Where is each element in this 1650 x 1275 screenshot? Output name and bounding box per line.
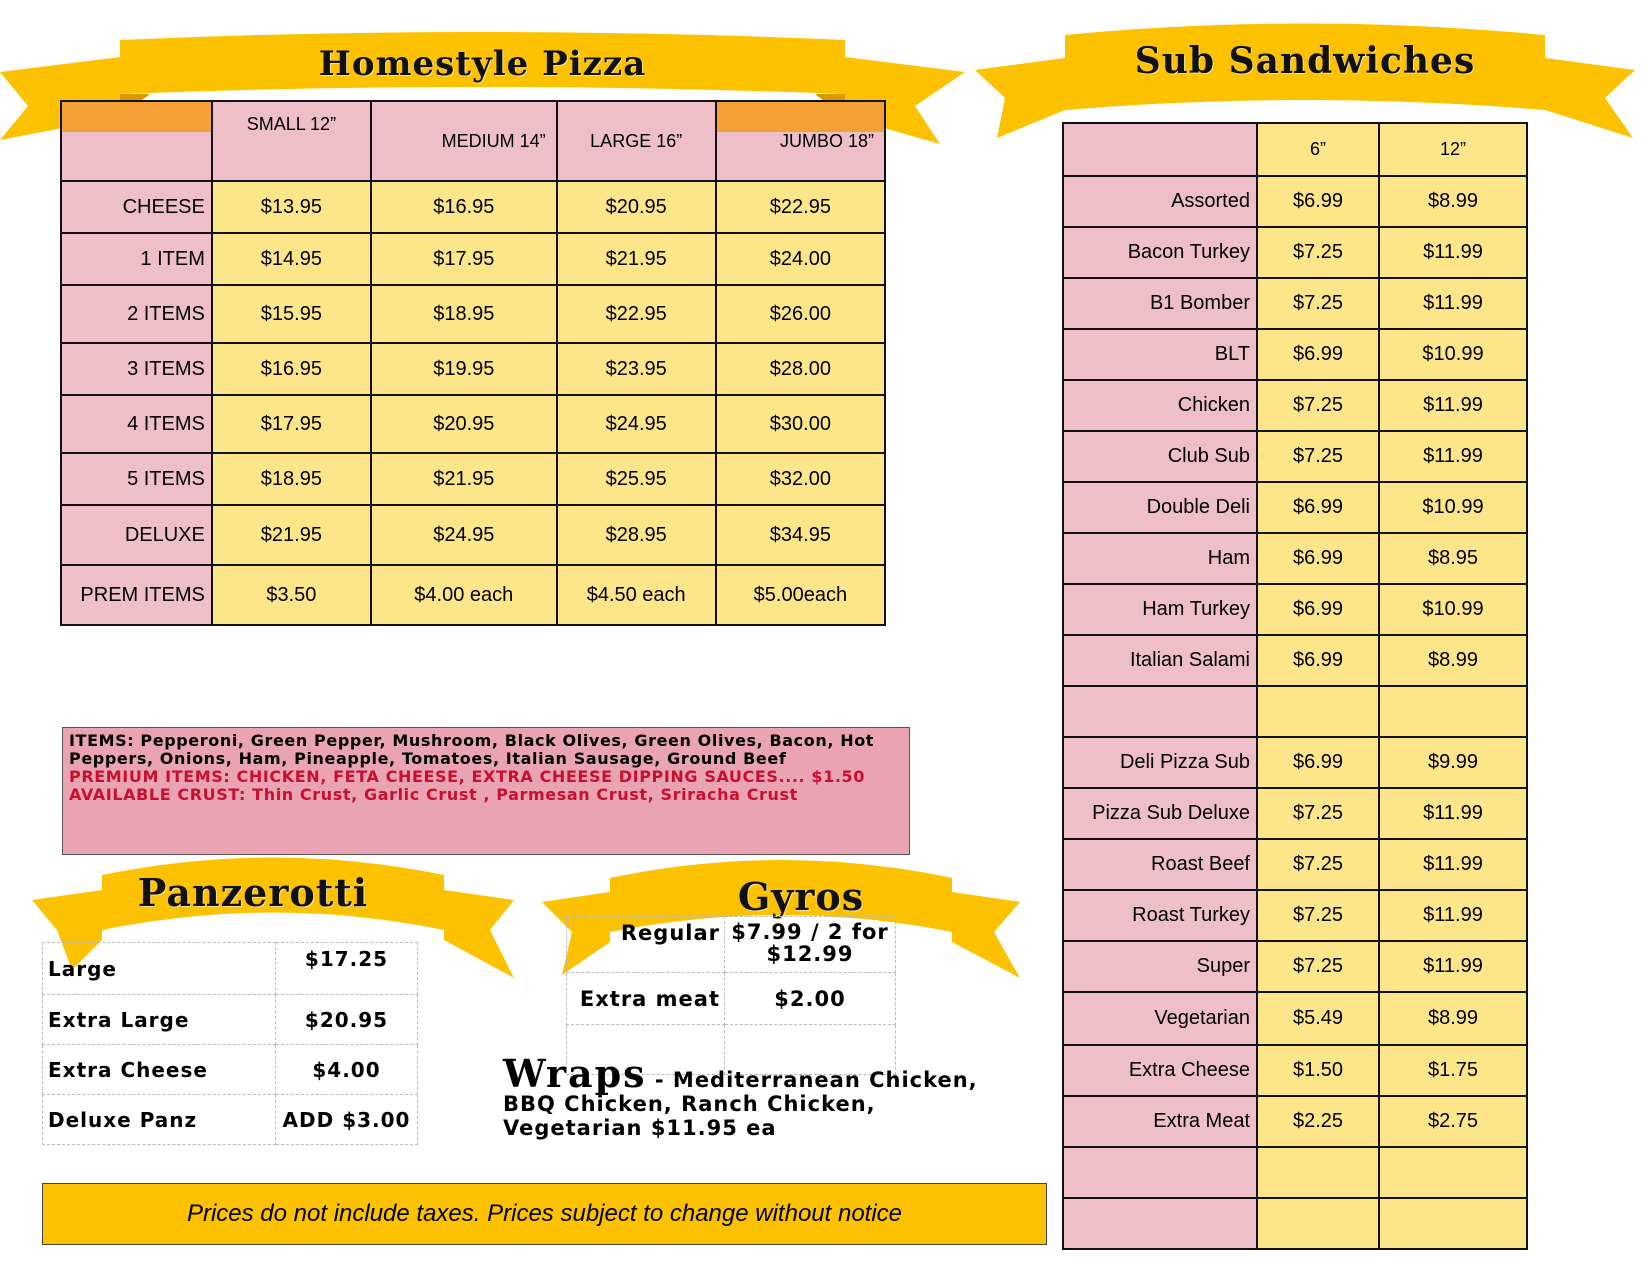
sub-name: Roast Turkey bbox=[1063, 890, 1257, 941]
pizza-corner-cell bbox=[61, 101, 212, 181]
pizza-price: $34.95 bbox=[716, 505, 885, 565]
sub-row-empty bbox=[1063, 1147, 1527, 1198]
pizza-price: $24.95 bbox=[557, 395, 716, 453]
pizza-price: $20.95 bbox=[557, 181, 716, 233]
pizza-price-table bbox=[60, 100, 886, 626]
subs-price-table bbox=[1062, 122, 1528, 1250]
pizza-price: $15.95 bbox=[212, 285, 371, 343]
gyros-price: $2.00 bbox=[725, 973, 896, 1025]
sub-name: Roast Beef bbox=[1063, 839, 1257, 890]
pizza-price: $18.95 bbox=[212, 453, 371, 505]
panzerotti-price: $4.00 bbox=[276, 1045, 418, 1095]
sub-price-12: $8.99 bbox=[1379, 176, 1527, 227]
sub-price-12: $11.99 bbox=[1379, 839, 1527, 890]
panzerotti-row bbox=[43, 943, 418, 995]
pizza-price: $19.95 bbox=[371, 343, 557, 395]
sub-row bbox=[1063, 992, 1527, 1045]
subs-size-header: 12” bbox=[1379, 123, 1527, 176]
sub-price-12 bbox=[1379, 1147, 1527, 1198]
sub-price-6: $6.99 bbox=[1257, 329, 1379, 380]
premium-items-text: PREMIUM ITEMS: CHICKEN, FETA CHEESE, EXTRA CHEESE DIPPING SAUCES.... $1.50 bbox=[69, 767, 866, 786]
sub-price-6: $7.25 bbox=[1257, 839, 1379, 890]
crust-options-text: AVAILABLE CRUST: Thin Crust, Garlic Crust , Parmesan Crust, Sriracha Crust bbox=[69, 785, 798, 804]
sub-price-12: $11.99 bbox=[1379, 890, 1527, 941]
sub-name: Ham Turkey bbox=[1063, 584, 1257, 635]
sub-price-12: $8.95 bbox=[1379, 533, 1527, 584]
subs-title: Sub Sandwiches bbox=[1134, 40, 1476, 82]
pizza-row-label: PREM ITEMS bbox=[61, 565, 212, 625]
wraps-section bbox=[503, 1051, 1023, 1140]
sub-name: Assorted bbox=[1063, 176, 1257, 227]
pizza-row-label: 2 ITEMS bbox=[61, 285, 212, 343]
pizza-price: $23.95 bbox=[557, 343, 716, 395]
sub-row-empty bbox=[1063, 686, 1527, 737]
pizza-price: $25.95 bbox=[557, 453, 716, 505]
sub-price-6: $7.25 bbox=[1257, 941, 1379, 992]
pizza-size-header: LARGE 16” bbox=[557, 101, 716, 181]
sub-price-12 bbox=[1379, 1198, 1527, 1249]
pizza-price: $32.00 bbox=[716, 453, 885, 505]
sub-row bbox=[1063, 941, 1527, 992]
sub-name: Pizza Sub Deluxe bbox=[1063, 788, 1257, 839]
sub-name: Bacon Turkey bbox=[1063, 227, 1257, 278]
sub-price-12: $2.75 bbox=[1379, 1096, 1527, 1147]
panzerotti-item: Extra Large bbox=[43, 995, 276, 1045]
sub-price-6 bbox=[1257, 1198, 1379, 1249]
sub-row bbox=[1063, 737, 1527, 788]
sub-row bbox=[1063, 431, 1527, 482]
pizza-price: $4.50 each bbox=[557, 565, 716, 625]
sub-name bbox=[1063, 1198, 1257, 1249]
sub-row bbox=[1063, 788, 1527, 839]
gyros-row bbox=[567, 973, 896, 1025]
wraps-description: Mediterranean Chicken, BBQ Chicken, Ranch Chicken, Vegetarian $11.95 ea bbox=[503, 1068, 978, 1140]
sub-price-12: $1.75 bbox=[1379, 1045, 1527, 1096]
sub-price-6: $2.25 bbox=[1257, 1096, 1379, 1147]
sub-price-12: $11.99 bbox=[1379, 380, 1527, 431]
pizza-size-header: JUMBO 18” bbox=[716, 101, 885, 181]
panzerotti-price-table bbox=[42, 942, 418, 1145]
pizza-price: $21.95 bbox=[212, 505, 371, 565]
pizza-price: $14.95 bbox=[212, 233, 371, 285]
sub-name: Extra Meat bbox=[1063, 1096, 1257, 1147]
sub-price-12: $11.99 bbox=[1379, 941, 1527, 992]
items-list-text: ITEMS: Pepperoni, Green Pepper, Mushroom, Black Olives, Green Olives, Bacon, Hot Peppers, Onions, Ham, Pineapple, Tomatoes, Italian Sausage, Ground Beef bbox=[69, 731, 875, 768]
pizza-size-header: MEDIUM 14” bbox=[371, 101, 557, 181]
subs-size-header: 6” bbox=[1257, 123, 1379, 176]
pizza-price: $4.00 each bbox=[371, 565, 557, 625]
sub-name bbox=[1063, 686, 1257, 737]
pizza-price: $3.50 bbox=[212, 565, 371, 625]
sub-name: B1 Bomber bbox=[1063, 278, 1257, 329]
pizza-price: $28.00 bbox=[716, 343, 885, 395]
sub-name: Extra Cheese bbox=[1063, 1045, 1257, 1096]
pizza-price: $18.95 bbox=[371, 285, 557, 343]
sub-row bbox=[1063, 1045, 1527, 1096]
pizza-size-header: SMALL 12” bbox=[212, 101, 371, 181]
sub-price-12: $11.99 bbox=[1379, 278, 1527, 329]
sub-price-12 bbox=[1379, 686, 1527, 737]
pizza-price: $30.00 bbox=[716, 395, 885, 453]
sub-price-6: $7.25 bbox=[1257, 890, 1379, 941]
sub-name bbox=[1063, 1147, 1257, 1198]
pizza-price: $16.95 bbox=[371, 181, 557, 233]
sub-price-12: $10.99 bbox=[1379, 584, 1527, 635]
sub-price-6 bbox=[1257, 686, 1379, 737]
sub-row-empty bbox=[1063, 1198, 1527, 1249]
sub-name: Ham bbox=[1063, 533, 1257, 584]
sub-price-12: $11.99 bbox=[1379, 431, 1527, 482]
sub-row bbox=[1063, 839, 1527, 890]
panzerotti-price: $17.25 bbox=[276, 943, 418, 995]
panzerotti-price: ADD $3.00 bbox=[276, 1095, 418, 1145]
panzerotti-item: Extra Cheese bbox=[43, 1045, 276, 1095]
gyros-title: Gyros bbox=[737, 874, 865, 919]
pizza-header-row bbox=[61, 101, 885, 181]
sub-row bbox=[1063, 176, 1527, 227]
sub-name: Italian Salami bbox=[1063, 635, 1257, 686]
sub-name: Chicken bbox=[1063, 380, 1257, 431]
pizza-price: $22.95 bbox=[557, 285, 716, 343]
sub-row bbox=[1063, 890, 1527, 941]
pizza-row bbox=[61, 565, 885, 625]
pizza-price: $28.95 bbox=[557, 505, 716, 565]
pizza-row bbox=[61, 181, 885, 233]
pizza-price: $22.95 bbox=[716, 181, 885, 233]
sub-row bbox=[1063, 533, 1527, 584]
sub-name: Deli Pizza Sub bbox=[1063, 737, 1257, 788]
sub-row bbox=[1063, 1096, 1527, 1147]
sub-price-6: $7.25 bbox=[1257, 431, 1379, 482]
pizza-title: Homestyle Pizza bbox=[318, 44, 647, 84]
sub-price-6: $1.50 bbox=[1257, 1045, 1379, 1096]
sub-price-6: $7.25 bbox=[1257, 788, 1379, 839]
sub-price-6: $6.99 bbox=[1257, 482, 1379, 533]
sub-price-6: $6.99 bbox=[1257, 635, 1379, 686]
wraps-dash: - bbox=[646, 1068, 673, 1092]
panzerotti-row bbox=[43, 1095, 418, 1145]
sub-price-12: $9.99 bbox=[1379, 737, 1527, 788]
pizza-row bbox=[61, 395, 885, 453]
pizza-price: $13.95 bbox=[212, 181, 371, 233]
sub-price-12: $8.99 bbox=[1379, 992, 1527, 1045]
pizza-row bbox=[61, 453, 885, 505]
pizza-row-label: CHEESE bbox=[61, 181, 212, 233]
sub-price-6: $7.25 bbox=[1257, 380, 1379, 431]
sub-price-6 bbox=[1257, 1147, 1379, 1198]
panzerotti-item: Deluxe Panz bbox=[43, 1095, 276, 1145]
sub-price-6: $6.99 bbox=[1257, 584, 1379, 635]
wraps-title: Wraps bbox=[503, 1051, 647, 1096]
panzerotti-row bbox=[43, 1045, 418, 1095]
pizza-row bbox=[61, 343, 885, 395]
sub-price-6: $6.99 bbox=[1257, 737, 1379, 788]
pizza-price: $20.95 bbox=[371, 395, 557, 453]
panzerotti-row bbox=[43, 995, 418, 1045]
sub-price-6: $7.25 bbox=[1257, 227, 1379, 278]
sub-name: Club Sub bbox=[1063, 431, 1257, 482]
toppings-info-box bbox=[62, 727, 910, 855]
sub-row bbox=[1063, 482, 1527, 533]
panzerotti-item: Large bbox=[43, 943, 276, 995]
pizza-price: $21.95 bbox=[557, 233, 716, 285]
pizza-price: $17.95 bbox=[212, 395, 371, 453]
pizza-price: $24.00 bbox=[716, 233, 885, 285]
pizza-row-label: 1 ITEM bbox=[61, 233, 212, 285]
sub-row bbox=[1063, 380, 1527, 431]
sub-row bbox=[1063, 329, 1527, 380]
sub-name: Double Deli bbox=[1063, 482, 1257, 533]
gyros-item: Regular bbox=[567, 917, 725, 973]
sub-price-6: $6.99 bbox=[1257, 533, 1379, 584]
sub-name: Vegetarian bbox=[1063, 992, 1257, 1045]
pizza-row-label: 4 ITEMS bbox=[61, 395, 212, 453]
sub-row bbox=[1063, 635, 1527, 686]
sub-price-6: $7.25 bbox=[1257, 278, 1379, 329]
sub-price-6: $6.99 bbox=[1257, 176, 1379, 227]
gyros-item: Extra meat bbox=[567, 973, 725, 1025]
sub-price-12: $10.99 bbox=[1379, 482, 1527, 533]
sub-price-12: $8.99 bbox=[1379, 635, 1527, 686]
pizza-price: $21.95 bbox=[371, 453, 557, 505]
sub-price-12: $10.99 bbox=[1379, 329, 1527, 380]
subs-header-row bbox=[1063, 123, 1527, 176]
sub-row bbox=[1063, 278, 1527, 329]
pizza-row-label: 5 ITEMS bbox=[61, 453, 212, 505]
gyros-row bbox=[567, 917, 896, 973]
pizza-price: $24.95 bbox=[371, 505, 557, 565]
panzerotti-title: Panzerotti bbox=[137, 870, 369, 915]
sub-price-12: $11.99 bbox=[1379, 227, 1527, 278]
pizza-row bbox=[61, 233, 885, 285]
pizza-row-label: 3 ITEMS bbox=[61, 343, 212, 395]
subs-corner-cell bbox=[1063, 123, 1257, 176]
pizza-row bbox=[61, 505, 885, 565]
gyros-price: $7.99 / 2 for $12.99 bbox=[725, 917, 896, 973]
pizza-price: $17.95 bbox=[371, 233, 557, 285]
sub-price-12: $11.99 bbox=[1379, 788, 1527, 839]
pizza-price: $5.00each bbox=[716, 565, 885, 625]
pizza-row-label: DELUXE bbox=[61, 505, 212, 565]
sub-name: BLT bbox=[1063, 329, 1257, 380]
pizza-price: $26.00 bbox=[716, 285, 885, 343]
sub-price-6: $5.49 bbox=[1257, 992, 1379, 1045]
sub-row bbox=[1063, 227, 1527, 278]
price-disclaimer: Prices do not include taxes. Prices subject to change without notice bbox=[42, 1183, 1047, 1245]
pizza-row bbox=[61, 285, 885, 343]
sub-row bbox=[1063, 584, 1527, 635]
pizza-price: $16.95 bbox=[212, 343, 371, 395]
panzerotti-price: $20.95 bbox=[276, 995, 418, 1045]
sub-name: Super bbox=[1063, 941, 1257, 992]
